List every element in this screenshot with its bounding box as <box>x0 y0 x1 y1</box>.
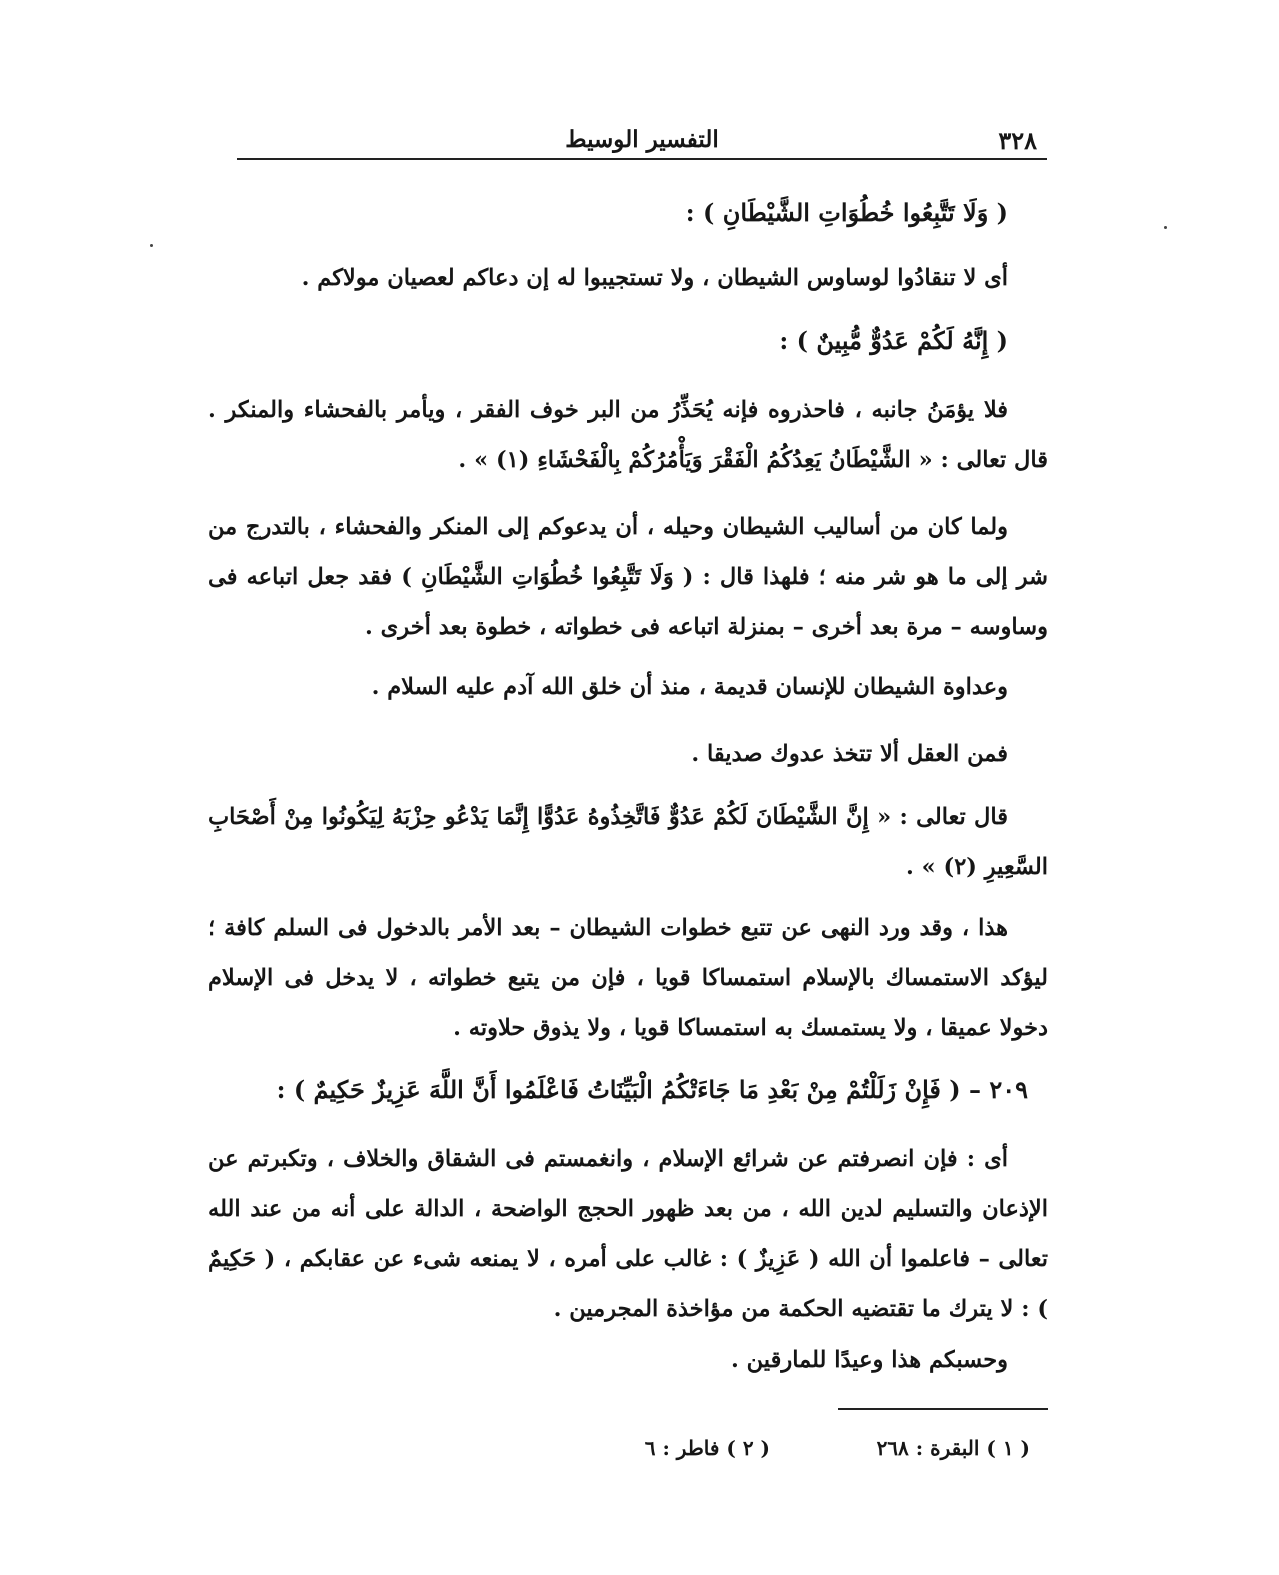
verse-heading-1: ( وَلَا تَتَّبِعُوا خُطُوَاتِ الشَّيْطَانِ ) : <box>685 198 1008 227</box>
footnotes <box>600 1436 1030 1472</box>
paragraph-5: فمن العقل ألا تتخذ عدوك صديقا . <box>691 741 1008 767</box>
footnote-1: ( ١ ) البقرة : ٢٦٨ <box>876 1436 1030 1460</box>
scan-speck <box>150 244 153 247</box>
footnote-rule <box>838 1408 1048 1410</box>
paragraph-1: أى لا تنقادُوا لوساوس الشيطان ، ولا تستجيبوا له إن دعاكم لعصيان مولاكم . <box>301 265 1008 291</box>
page-header <box>237 122 1047 158</box>
paragraph-9: وحسبكم هذا وعيدًا للمارقين . <box>731 1347 1008 1373</box>
paragraph-3: ولما كان من أساليب الشيطان وحيله ، أن يدعوكم إلى المنكر والفحشاء ، بالتدرج من شر إلى ما هو شر منه ؛ فلهذا قال : ( وَلَا تَتَّبِعُوا خُطُوَاتِ الشَّيْطَانِ ) فقد جعل اتباعه فى وساوسه – مرة بعد أخرى – بمنزلة اتباعه فى خطواته ، خطوة بعد أخرى . <box>208 514 1048 640</box>
verse-heading-3: ٢٠٩ – ( فَإِنْ زَلَلْتُمْ مِنْ بَعْدِ مَا جَاءَتْكُمُ الْبَيِّنَاتُ فَاعْلَمُوا أَنَّ اللَّهَ عَزِيزٌ حَكِيمٌ ) : <box>276 1075 1028 1104</box>
verse-heading-2: ( إِنَّهُ لَكُمْ عَدُوٌّ مُّبِينٌ ) : <box>779 326 1008 355</box>
paragraph-8: أى : فإن انصرفتم عن شرائع الإسلام ، وانغمستم فى الشقاق والخلاف ، وتكبرتم عن الإذعان والتسليم لدين الله ، من بعد ظهور الحجج الواضحة ، الدالة على أنه من عند الله تعالى – فاعلموا أن الله ( عَزِيزٌ ) : غالب على أمره ، لا يمنعه شىء عن عقابكم ، ( حَكِيمٌ ) : لا يترك ما تقتضيه الحكمة من مؤاخذة المجرمين . <box>208 1146 1048 1322</box>
paragraph-4: وعداوة الشيطان للإنسان قديمة ، منذ أن خلق الله آدم عليه السلام . <box>371 674 1008 700</box>
footnote-2: ( ٢ ) فاطر : ٦ <box>644 1436 770 1460</box>
paragraph-6: قال تعالى : « إِنَّ الشَّيْطَانَ لَكُمْ عَدُوٌّ فَاتَّخِذُوهُ عَدُوًّا إِنَّمَا يَدْعُو حِزْبَهُ لِيَكُونُوا مِنْ أَصْحَابِ السَّعِيرِ (٢) » . <box>208 804 1048 880</box>
paragraph-7: هذا ، وقد ورد النهى عن تتبع خطوات الشيطان – بعد الأمر بالدخول فى السلم كافة ؛ ليؤكد الاستمساك بالإسلام استمساكا قويا ، فإن من يتبع خطواته ، لا يدخل فى الإسلام دخولا عميقا ، ولا يستمسك به استمساكا قويا ، ولا يذوق حلاوته . <box>208 915 1048 1041</box>
header-rule <box>237 158 1047 160</box>
book-title: التفسير الوسيط <box>565 126 719 153</box>
paragraph-2: فلا يؤمَنُ جانبه ، فاحذروه فإنه يُحَذِّرُ من البر خوف الفقر ، ويأمر بالفحشاء والمنكر . قال تعالى : « الشَّيْطَانُ يَعِدُكُمُ الْفَقْرَ وَيَأْمُرُكُمْ بِالْفَحْشَاءِ (١) » . <box>208 397 1048 473</box>
scan-speck <box>1164 226 1167 229</box>
page-number: ٣٢٨ <box>998 126 1037 155</box>
